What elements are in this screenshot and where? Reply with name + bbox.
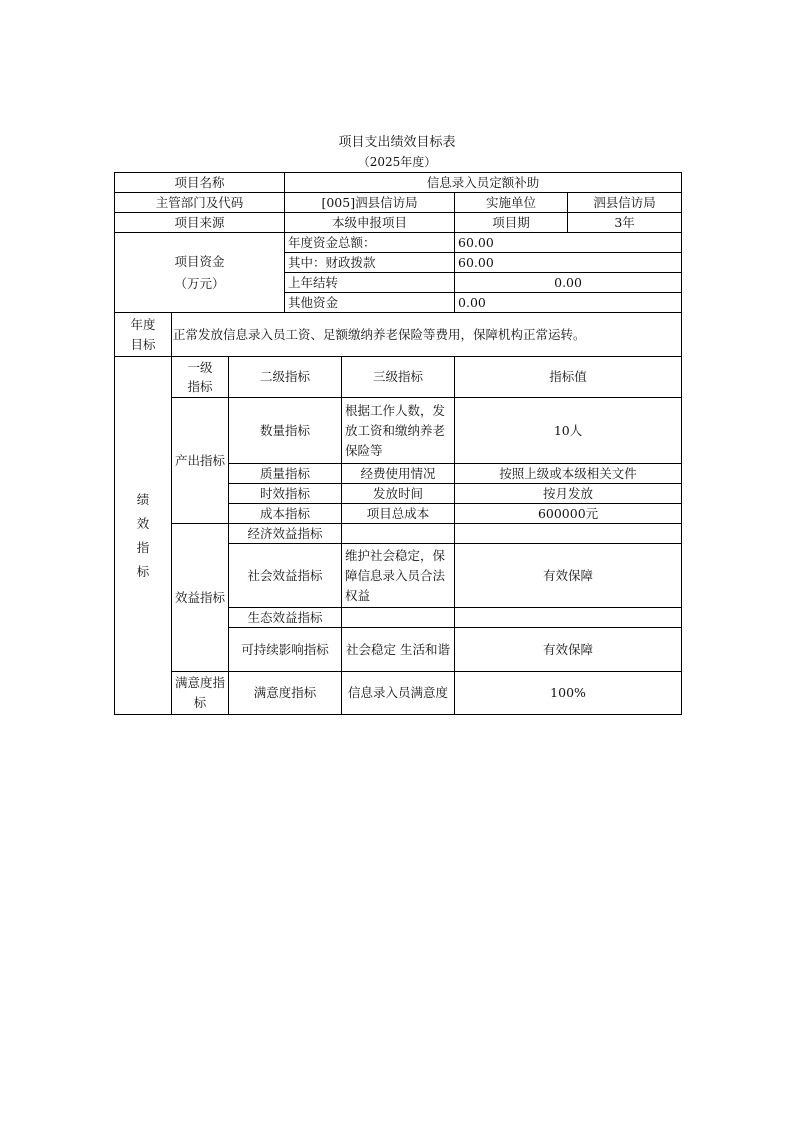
funds-fiscal-value: 60.00: [455, 253, 682, 273]
project-name-label: 项目名称: [115, 173, 285, 193]
output-value: 按月发放: [455, 484, 682, 504]
implementing-unit-label: 实施单位: [455, 193, 568, 213]
satisfaction-value: 100%: [455, 672, 682, 715]
funds-label: [115, 233, 285, 313]
benefit-l2: 社会效益指标: [229, 544, 342, 608]
table-row: [115, 398, 682, 464]
section-char: 绩: [136, 491, 150, 507]
output-l3: 根据工作人数，发放工资和缴纳养老保险等: [342, 398, 455, 464]
funds-other-value: 0.00: [455, 293, 682, 313]
output-l2: 成本指标: [229, 504, 342, 524]
output-l2: 数量指标: [229, 398, 342, 464]
performance-indicators-section: [115, 357, 172, 715]
table-row: [115, 524, 682, 544]
benefit-value: 有效保障: [455, 544, 682, 608]
satisfaction-l2: 满意度指标: [229, 672, 342, 715]
benefit-l2: 经济效益指标: [229, 524, 342, 544]
department-label: 主管部门及代码: [115, 193, 285, 213]
benefit-l3: [342, 608, 455, 628]
level3-header: 三级指标: [342, 357, 455, 398]
project-source-row: [115, 213, 682, 233]
value-header: 指标值: [455, 357, 682, 398]
department-row: [115, 193, 682, 213]
funds-label-line2: （万元）: [174, 275, 225, 291]
performance-target-table: [114, 172, 682, 715]
implementing-unit-value: 泗县信访局: [568, 193, 682, 213]
annual-goal-text: 正常发放信息录入员工资、足额缴纳养老保险等费用，保障机构正常运转。: [172, 313, 682, 357]
benefit-indicator-label: 效益指标: [172, 524, 229, 672]
output-value: 按照上级或本级相关文件: [455, 464, 682, 484]
page-subtitle: （2025年度）: [357, 155, 437, 169]
annual-goal-row: [115, 313, 682, 357]
project-source-label: 项目来源: [115, 213, 285, 233]
project-source-value: 本级申报项目: [285, 213, 455, 233]
page-title: 项目支出绩效目标表: [338, 135, 456, 150]
section-char: 指: [136, 539, 150, 555]
indicator-header-row: [115, 357, 682, 398]
funds-total-label: 年度资金总额：: [285, 233, 455, 253]
benefit-l2: 可持续影响指标: [229, 628, 342, 672]
output-l3: 项目总成本: [342, 504, 455, 524]
funds-carryover-value: 0.00: [455, 273, 682, 293]
funds-fiscal-label: 其中：财政拨款: [285, 253, 455, 273]
funds-other-label: 其他资金: [285, 293, 455, 313]
benefit-value: [455, 608, 682, 628]
level1-header: [172, 357, 229, 398]
funds-carryover-label: 上年结转: [285, 273, 455, 293]
project-period-label: 项目期: [455, 213, 568, 233]
output-l3: 发放时间: [342, 484, 455, 504]
benefit-l3: [342, 524, 455, 544]
output-l2: 时效指标: [229, 484, 342, 504]
funds-row: [115, 233, 682, 253]
funds-label-line1: 项目资金: [174, 253, 225, 269]
funds-total-value: 60.00: [455, 233, 682, 253]
table-row: [115, 672, 682, 715]
section-char: 效: [136, 515, 150, 531]
benefit-l3: 社会稳定 生活和谐: [342, 628, 455, 672]
section-char: 标: [136, 563, 150, 579]
annual-goal-label: [115, 313, 172, 357]
benefit-l3: 维护社会稳定，保障信息录入员合法权益: [342, 544, 455, 608]
output-value: 10人: [455, 398, 682, 464]
benefit-value: [455, 524, 682, 544]
project-name-value: 信息录入员定额补助: [285, 173, 682, 193]
output-l2: 质量指标: [229, 464, 342, 484]
satisfaction-l3: 信息录入员满意度: [342, 672, 455, 715]
project-period-value: 3年: [568, 213, 682, 233]
annual-goal-label-line1: 年度: [130, 316, 156, 332]
output-value: 600000元: [455, 504, 682, 524]
level1-header-line2: 指标: [187, 379, 213, 394]
benefit-l2: 生态效益指标: [229, 608, 342, 628]
annual-goal-label-line2: 目标: [130, 336, 156, 352]
output-l3: 经费使用情况: [342, 464, 455, 484]
department-value: [005]泗县信访局: [285, 193, 455, 213]
project-name-row: [115, 173, 682, 193]
level2-header: 二级指标: [229, 357, 342, 398]
level1-header-line1: 一级: [187, 360, 213, 375]
satisfaction-indicator-label: 满意度指标: [172, 672, 229, 715]
benefit-value: 有效保障: [455, 628, 682, 672]
output-indicator-label: 产出指标: [172, 398, 229, 524]
